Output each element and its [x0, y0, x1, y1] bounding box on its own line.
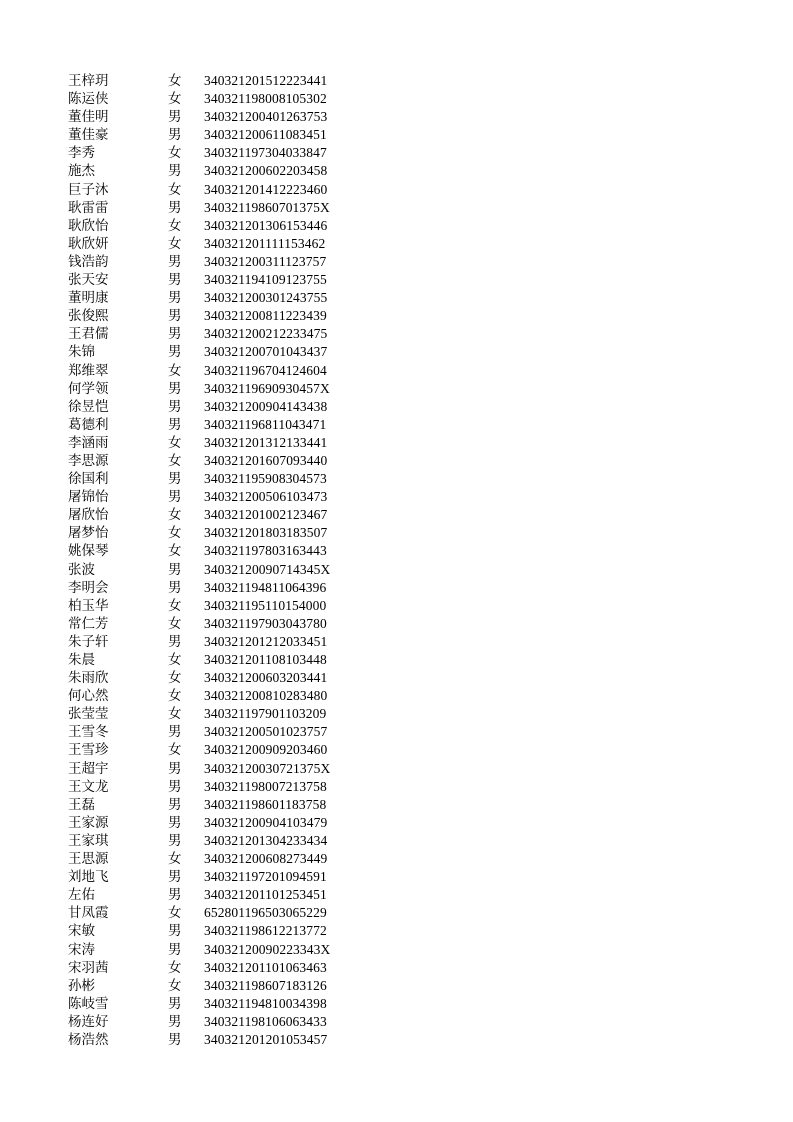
name-cell: 屠欣怡	[68, 507, 109, 524]
id-number-cell: 340321201512223441	[204, 73, 328, 88]
id-number-cell: 340321196811043471	[204, 416, 327, 432]
id-number-cell: 340321197201094591	[204, 869, 327, 885]
gender-cell: 男	[168, 127, 182, 144]
table-row	[0, 181, 793, 199]
name-cell: 陈岐雪	[68, 995, 109, 1012]
table-row	[0, 814, 793, 832]
name-cell: 张俊熙	[68, 308, 109, 325]
name-cell: 朱子轩	[68, 633, 109, 650]
table-row	[0, 162, 793, 180]
id-number-cell: 340321201201053457	[204, 1031, 328, 1047]
table-row	[0, 542, 793, 560]
table-row	[0, 778, 793, 796]
name-cell: 朱雨欣	[68, 670, 109, 687]
id-number-cell: 340321197903043780	[204, 615, 327, 631]
id-number-cell: 340321194811064396	[204, 579, 327, 595]
id-number-cell: 340321194109123755	[204, 272, 327, 288]
table-row	[0, 488, 793, 506]
name-cell: 何心然	[68, 688, 109, 705]
gender-cell: 女	[168, 434, 182, 451]
gender-cell: 男	[168, 561, 182, 578]
table-row	[0, 271, 793, 289]
table-row	[0, 524, 793, 542]
id-number-cell: 340321200611083451	[204, 127, 327, 143]
table-row	[0, 217, 793, 235]
table-row	[0, 868, 793, 886]
gender-cell: 男	[168, 272, 182, 289]
id-number-cell: 340321195110154000	[204, 597, 327, 613]
table-row	[0, 597, 793, 615]
id-number-cell: 34032119690930457X	[204, 380, 330, 396]
table-row	[0, 1013, 793, 1031]
gender-cell: 女	[168, 543, 182, 560]
gender-cell: 女	[168, 217, 182, 234]
id-number-cell: 340321198008105302	[204, 91, 327, 107]
id-number-cell: 340321197803163443	[204, 543, 327, 559]
name-cell: 施杰	[68, 163, 95, 180]
gender-cell: 女	[168, 851, 182, 868]
gender-cell: 男	[168, 633, 182, 650]
gender-cell: 女	[168, 525, 182, 542]
gender-cell: 女	[168, 615, 182, 632]
name-cell: 甘凤霞	[68, 905, 109, 922]
gender-cell: 女	[168, 73, 182, 89]
id-number-cell: 340321201101063463	[204, 959, 327, 975]
name-cell: 徐国利	[68, 471, 109, 488]
gender-cell: 男	[168, 869, 182, 886]
gender-cell: 男	[168, 109, 182, 126]
id-number-cell: 652801196503065229	[204, 905, 327, 921]
id-number-cell: 340321201412223460	[204, 181, 328, 197]
gender-cell: 女	[168, 959, 182, 976]
table-row	[0, 796, 793, 814]
name-cell: 屠梦怡	[68, 525, 109, 542]
id-number-cell: 34032119860701375X	[204, 199, 330, 215]
gender-cell: 男	[168, 995, 182, 1012]
table-row	[0, 977, 793, 995]
id-number-cell: 340321201607093440	[204, 452, 328, 468]
gender-cell: 男	[168, 308, 182, 325]
id-number-cell: 340321200904143438	[204, 398, 328, 414]
id-number-cell: 340321201212033451	[204, 633, 328, 649]
name-cell: 宋羽茜	[68, 959, 109, 976]
table-row	[0, 307, 793, 325]
gender-cell: 男	[168, 199, 182, 216]
gender-cell: 男	[168, 887, 182, 904]
id-number-cell: 340321200401263753	[204, 109, 328, 125]
name-cell: 董佳明	[68, 109, 109, 126]
table-row	[0, 362, 793, 380]
gender-cell: 女	[168, 977, 182, 994]
name-cell: 何学领	[68, 380, 109, 397]
id-number-cell: 340321201312133441	[204, 434, 328, 450]
table-row	[0, 398, 793, 416]
name-cell: 王雪珍	[68, 742, 109, 759]
table-row	[0, 760, 793, 778]
gender-cell: 男	[168, 579, 182, 596]
table-row	[0, 380, 793, 398]
gender-cell: 女	[168, 145, 182, 162]
gender-cell: 男	[168, 923, 182, 940]
name-cell: 葛德利	[68, 416, 109, 433]
gender-cell: 男	[168, 814, 182, 831]
table-row	[0, 561, 793, 579]
name-cell: 陈运侠	[68, 91, 109, 108]
gender-cell: 男	[168, 832, 182, 849]
name-cell: 王超宇	[68, 760, 109, 777]
table-row	[0, 615, 793, 633]
table-row	[0, 832, 793, 850]
name-cell: 屠锦怡	[68, 489, 109, 506]
table-row	[0, 126, 793, 144]
table-row	[0, 633, 793, 651]
id-number-cell: 340321200212233475	[204, 326, 328, 342]
table-row	[0, 253, 793, 271]
table-row	[0, 235, 793, 253]
id-number-cell: 340321201803183507	[204, 525, 328, 541]
table-row	[0, 416, 793, 434]
id-number-cell: 340321194810034398	[204, 995, 327, 1011]
table-row	[0, 452, 793, 470]
gender-cell: 男	[168, 724, 182, 741]
name-cell: 杨连好	[68, 1013, 109, 1030]
id-number-cell: 340321200810283480	[204, 688, 328, 704]
gender-cell: 女	[168, 452, 182, 469]
table-row	[0, 579, 793, 597]
id-number-cell: 340321200602203458	[204, 163, 328, 179]
table-row	[0, 506, 793, 524]
table-row	[0, 343, 793, 361]
table-row	[0, 470, 793, 488]
id-number-cell: 340321198007213758	[204, 778, 327, 794]
id-number-cell: 340321201101253451	[204, 887, 327, 903]
name-cell: 钱浩韵	[68, 253, 109, 270]
id-number-cell: 340321198601183758	[204, 796, 327, 812]
gender-cell: 男	[168, 163, 182, 180]
gender-cell: 男	[168, 471, 182, 488]
name-cell: 王文龙	[68, 778, 109, 795]
table-row	[0, 199, 793, 217]
id-number-cell: 340321198106063433	[204, 1013, 327, 1029]
name-cell: 王家源	[68, 814, 109, 831]
gender-cell: 女	[168, 362, 182, 379]
gender-cell: 女	[168, 652, 182, 668]
gender-cell: 男	[168, 1031, 182, 1048]
gender-cell: 女	[168, 235, 182, 252]
table-row	[0, 850, 793, 868]
name-cell: 王君儒	[68, 326, 109, 343]
gender-cell: 女	[168, 91, 182, 108]
name-cell: 王家琪	[68, 832, 109, 849]
gender-cell: 男	[168, 380, 182, 397]
id-number-cell: 34032120090714345X	[204, 561, 331, 577]
id-number-cell: 340321201306153446	[204, 217, 328, 233]
table-row	[0, 144, 793, 162]
table-row	[0, 325, 793, 343]
gender-cell: 女	[168, 742, 182, 759]
gender-cell: 女	[168, 597, 182, 614]
id-number-cell: 340321201002123467	[204, 507, 328, 523]
table-row	[0, 886, 793, 904]
gender-cell: 女	[168, 706, 182, 723]
name-cell: 常仁芳	[68, 615, 109, 632]
name-cell: 宋涛	[68, 941, 95, 958]
id-number-cell: 340321201108103448	[204, 652, 327, 667]
gender-cell: 女	[168, 688, 182, 705]
gender-cell: 男	[168, 290, 182, 307]
table-row	[0, 669, 793, 687]
id-number-cell: 340321200301243755	[204, 290, 328, 306]
name-cell: 李涵雨	[68, 434, 109, 451]
gender-cell: 男	[168, 416, 182, 433]
gender-cell: 男	[168, 941, 182, 958]
id-number-cell: 340321197304033847	[204, 145, 327, 161]
id-number-cell: 340321200701043437	[204, 344, 328, 360]
roster-table	[0, 72, 793, 1049]
gender-cell: 男	[168, 326, 182, 343]
id-number-cell: 340321200311123757	[204, 253, 327, 269]
table-row	[0, 922, 793, 940]
name-cell: 董佳豪	[68, 127, 109, 144]
id-number-cell: 340321200811223439	[204, 308, 327, 324]
gender-cell: 女	[168, 507, 182, 524]
gender-cell: 男	[168, 778, 182, 795]
gender-cell: 男	[168, 344, 182, 361]
name-cell: 张波	[68, 561, 95, 578]
name-cell: 李秀	[68, 145, 95, 162]
name-cell: 朱锦	[68, 344, 95, 361]
table-row	[0, 651, 793, 669]
name-cell: 张天安	[68, 272, 109, 289]
name-cell: 左佑	[68, 887, 95, 904]
gender-cell: 男	[168, 1013, 182, 1030]
name-cell: 巨子沐	[68, 181, 109, 198]
table-row	[0, 723, 793, 741]
id-number-cell: 340321200904103479	[204, 814, 328, 830]
name-cell: 耿欣妍	[68, 235, 109, 252]
name-cell: 郑维翠	[68, 362, 109, 379]
name-cell: 孙彬	[68, 977, 95, 994]
id-number-cell: 340321200608273449	[204, 851, 328, 867]
table-row	[0, 289, 793, 307]
name-cell: 李思源	[68, 452, 109, 469]
gender-cell: 男	[168, 489, 182, 506]
id-number-cell: 340321197901103209	[204, 706, 327, 722]
name-cell: 姚保琴	[68, 543, 109, 560]
table-row	[0, 705, 793, 723]
table-row	[0, 687, 793, 705]
id-number-cell: 340321201304233434	[204, 832, 328, 848]
name-cell: 王雪冬	[68, 724, 109, 741]
gender-cell: 男	[168, 796, 182, 813]
name-cell: 徐昱恺	[68, 398, 109, 415]
id-number-cell: 340321195908304573	[204, 471, 327, 487]
name-cell: 耿欣怡	[68, 217, 109, 234]
gender-cell: 男	[168, 760, 182, 777]
name-cell: 李明会	[68, 579, 109, 596]
table-row	[0, 941, 793, 959]
table-row	[0, 434, 793, 452]
name-cell: 宋敏	[68, 923, 95, 940]
id-number-cell: 340321198612213772	[204, 923, 327, 939]
id-number-cell: 340321200506103473	[204, 489, 328, 505]
id-number-cell: 340321196704124604	[204, 362, 327, 378]
gender-cell: 女	[168, 181, 182, 198]
id-number-cell: 340321200603203441	[204, 670, 328, 686]
id-number-cell: 340321198607183126	[204, 977, 327, 993]
table-row	[0, 904, 793, 922]
id-number-cell: 34032120030721375X	[204, 760, 331, 776]
name-cell: 刘地飞	[68, 869, 109, 886]
id-number-cell: 340321200909203460	[204, 742, 328, 758]
id-number-cell: 340321200501023757	[204, 724, 328, 740]
name-cell: 王思源	[68, 851, 109, 868]
gender-cell: 男	[168, 253, 182, 270]
table-row	[0, 1031, 793, 1049]
gender-cell: 女	[168, 670, 182, 687]
gender-cell: 女	[168, 905, 182, 922]
table-row	[0, 90, 793, 108]
gender-cell: 男	[168, 398, 182, 415]
id-number-cell: 34032120090223343X	[204, 941, 331, 957]
id-number-cell: 340321201111153462	[204, 235, 326, 251]
table-row	[0, 959, 793, 977]
name-cell: 耿雷雷	[68, 199, 109, 216]
name-cell: 王梓玥	[68, 73, 109, 89]
name-cell: 张莹莹	[68, 706, 109, 723]
table-row	[0, 108, 793, 126]
name-cell: 朱晨	[68, 652, 95, 668]
table-row	[0, 995, 793, 1013]
name-cell: 董明康	[68, 290, 109, 307]
name-cell: 柏玉华	[68, 597, 109, 614]
name-cell: 王磊	[68, 796, 95, 813]
table-row	[0, 72, 793, 90]
name-cell: 杨浩然	[68, 1031, 109, 1048]
table-row	[0, 741, 793, 759]
